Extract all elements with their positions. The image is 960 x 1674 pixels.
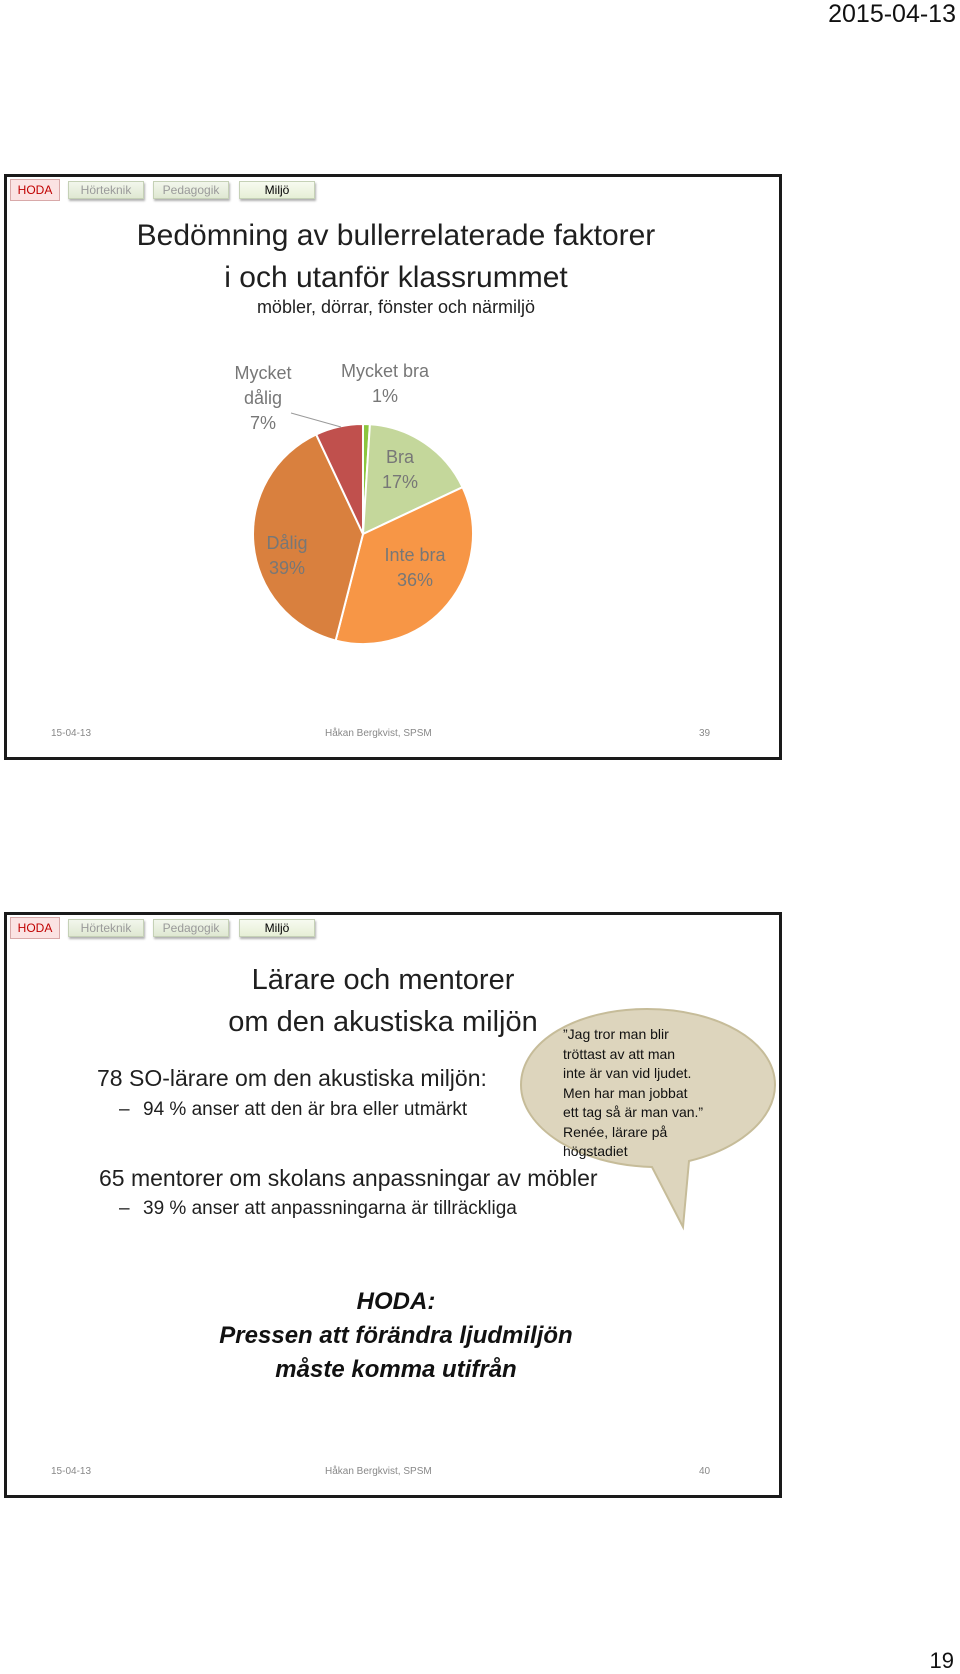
pie-label-line: Bra: [385, 447, 415, 467]
pie-label-mycket-bra: [341, 361, 430, 406]
footer-author: Håkan Bergkvist, SPSM: [325, 728, 432, 739]
dash-icon: –: [119, 1198, 130, 1219]
pie-label-line: 39%: [268, 558, 306, 578]
bullet-mentors: 65 mentorer om skolans anpassningar av möbler: [99, 1165, 598, 1191]
tab-miljo[interactable]: Miljö: [239, 919, 315, 937]
tab-horteknik[interactable]: Hörteknik: [68, 919, 144, 937]
slide-number: 39: [699, 728, 711, 739]
slide-title: [203, 959, 563, 1043]
page-date: 2015-04-13: [828, 0, 956, 28]
footer-date: 15-04-13: [51, 728, 92, 739]
conclusion-line-2: Pressen att förändra ljudmiljön: [219, 1322, 573, 1349]
pie-label-line: Mycket bra: [340, 361, 430, 381]
quote-line: Men har man jobbat: [563, 1084, 688, 1101]
pie-leader-line: [291, 413, 341, 427]
quote-line: ett tag så är man van.”: [563, 1104, 704, 1120]
tab-pedagogik[interactable]: Pedagogik: [153, 181, 229, 199]
dash-icon: –: [119, 1099, 130, 1120]
pie-label-line: 7%: [249, 413, 277, 433]
hoda-tag: HODA: [10, 179, 60, 201]
footer-date: 15-04-13: [51, 1466, 92, 1477]
slide-title-line-2: i och utanför klassrummet: [224, 261, 568, 294]
slide-title-line-1: Lärare och mentorer: [251, 964, 515, 996]
quote-line: högstadiet: [563, 1143, 628, 1159]
quote-line: tröttast av att man: [563, 1045, 676, 1062]
quote-line: Renée, lärare på: [563, 1123, 668, 1140]
pie-label-line: 17%: [381, 472, 419, 492]
conclusion-line-3: måste komma utifrån: [275, 1356, 517, 1383]
conclusion: [7, 1285, 785, 1387]
pie-label-line: 36%: [396, 570, 434, 590]
pie-label-line: 1%: [371, 386, 399, 406]
quote-line: inte är van vid ljudet.: [563, 1065, 692, 1081]
tab-pedagogik[interactable]: Pedagogik: [153, 919, 229, 937]
quote-text: [563, 1025, 733, 1162]
slide-title-line-2: om den akustiska miljön: [228, 1006, 538, 1038]
sub-bullet-so-teachers: [119, 1099, 467, 1121]
pie-label-line: Mycket: [234, 363, 292, 383]
slide-title-line-1: Bedömning av bullerrelaterade faktorer: [136, 219, 656, 252]
pie-label-mycket-dalig: [234, 363, 291, 433]
sub-bullet-text: 39 % anser att anpassningarna är tillräckliga: [143, 1198, 517, 1219]
conclusion-line-1: HODA:: [356, 1288, 436, 1315]
slide-number: 40: [699, 1466, 711, 1477]
page-number: 19: [929, 1648, 954, 1673]
sub-bullet-mentors: [119, 1198, 517, 1220]
pie-label-line: Dålig: [266, 533, 308, 553]
pie-label-line: Inte bra: [384, 545, 446, 565]
bullet-so-teachers: 78 SO-lärare om den akustiska miljön:: [97, 1065, 487, 1091]
sub-bullet-text: 94 % anser att den är bra eller utmärkt: [143, 1099, 468, 1120]
pie-chart: [7, 177, 779, 677]
slide-subtitle: möbler, dörrar, fönster och närmiljö: [256, 297, 536, 317]
quote-line: ”Jag tror man blir: [563, 1026, 669, 1042]
tab-horteknik[interactable]: Hörteknik: [68, 181, 144, 199]
slide-39: [4, 174, 782, 760]
pie-label-line: dålig: [243, 388, 283, 408]
tab-miljo[interactable]: Miljö: [239, 181, 315, 199]
footer-author: Håkan Bergkvist, SPSM: [325, 1466, 432, 1477]
slide-40: [4, 912, 782, 1498]
hoda-tag: HODA: [10, 917, 60, 939]
